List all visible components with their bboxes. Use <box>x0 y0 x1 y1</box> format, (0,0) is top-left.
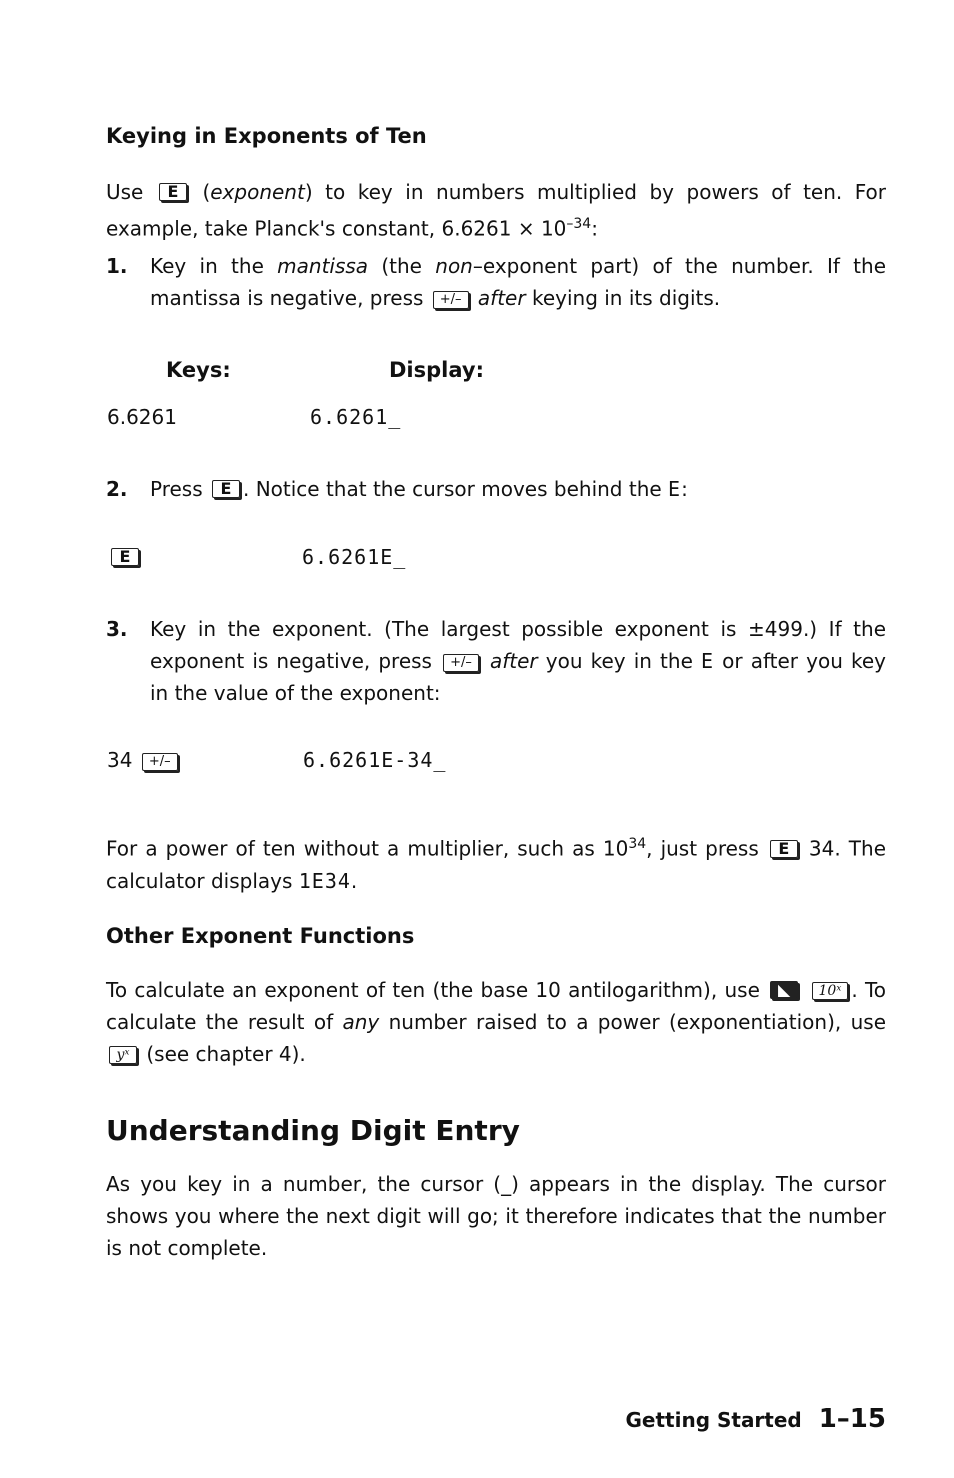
page-footer <box>626 1404 887 1434</box>
intro-text-b: ( <box>202 180 211 204</box>
step-text: . Notice that the cursor moves behind the <box>243 477 669 501</box>
para-text: 34. The calculator displays <box>106 836 886 893</box>
keys-column-header: Keys: <box>166 358 231 382</box>
step-number: 1. <box>106 254 128 278</box>
step-number: 3. <box>106 617 128 641</box>
display-cell: 6.6261_ <box>310 405 402 429</box>
step-text: Key in the exponent. (The largest possible exponent is ±499.) If the exponent is negative, press <box>150 617 886 673</box>
e-key-icon: E <box>212 480 240 498</box>
step-emphasis: after <box>489 649 538 673</box>
para-superscript: 34 <box>628 836 647 852</box>
e-key-icon: E <box>770 840 798 858</box>
step-text: –exponent part) of the number. If the mantissa is negative, press <box>150 254 887 310</box>
step-text: Press <box>150 477 203 501</box>
step-text: Key in the <box>150 254 278 278</box>
keys-cell: 6.6261 <box>107 405 177 429</box>
para-emphasis: any <box>342 1010 380 1034</box>
display-column-header: Display: <box>389 358 484 382</box>
section-heading-digit-entry: Understanding Digit Entry <box>106 1114 520 1147</box>
display-cell: 6.6261E_ <box>302 545 407 569</box>
para-text: . <box>350 868 358 893</box>
keys-cell <box>107 545 142 569</box>
step-2 <box>106 473 886 505</box>
page-number: 1–15 <box>818 1404 886 1434</box>
other-exponent-paragraph <box>106 974 886 1070</box>
para-text: To calculate an exponent of ten (the base 10 antilogarithm), use <box>106 978 760 1002</box>
step-1 <box>106 250 886 314</box>
intro-superscript: –34 <box>566 216 592 232</box>
intro-text-c: ) to key in numbers multiplied by powers of ten. For example, take Planck's constant, 6.6261 × 10 <box>106 180 887 241</box>
lcd-glyph: 1E34 <box>298 868 351 893</box>
digit-entry-paragraph: As you key in a number, the cursor (_) appears in the display. The cursor shows you where the next digit will go; it therefore indicates that the number is not complete. <box>106 1172 886 1260</box>
para-text: (see chapter 4). <box>146 1042 306 1066</box>
step-text: : <box>681 477 688 501</box>
step-text: you key in the <box>537 649 701 673</box>
change-sign-key-icon: +/– <box>443 654 479 672</box>
step-3 <box>106 613 886 709</box>
keys-cell <box>107 748 181 772</box>
step-text: or after you key in the value of the exponent: <box>150 649 887 705</box>
section-heading-other-exponent: Other Exponent Functions <box>106 924 415 948</box>
step-emphasis: after <box>477 286 526 310</box>
para-text: number raised to a power (exponentiation), use <box>379 1010 886 1034</box>
change-sign-key-icon: +/– <box>433 291 469 309</box>
step-emphasis: non <box>435 254 473 278</box>
step-text: keying in its digits. <box>525 286 721 310</box>
step-text: (the <box>368 254 436 278</box>
footer-chapter: Getting Started <box>625 1408 802 1432</box>
step-number: 2. <box>106 477 128 501</box>
lcd-glyph: E <box>668 477 682 501</box>
ten-to-x-key-icon: 10ˣ <box>812 982 849 1000</box>
e-key-icon: E <box>159 183 187 201</box>
e-key-icon: E <box>111 548 139 566</box>
y-to-x-key-icon: yˣ <box>109 1046 137 1064</box>
intro-paragraph <box>106 176 886 245</box>
lcd-glyph: E <box>701 649 715 673</box>
intro-text-d: : <box>591 216 598 241</box>
left-shift-key-icon: ◣ <box>770 981 798 999</box>
para-text: For a power of ten without a multiplier, such as 10 <box>106 836 629 861</box>
section-heading-exponents: Keying in Exponents of Ten <box>106 124 427 148</box>
para-text: . To calculate the result of <box>106 978 887 1034</box>
para-text: , just press <box>646 836 759 861</box>
change-sign-key-icon: +/– <box>142 753 178 771</box>
display-cell: 6.6261E-34_ <box>303 748 447 772</box>
intro-emphasis: exponent <box>210 180 305 204</box>
step-emphasis: mantissa <box>277 254 369 278</box>
power-of-ten-paragraph <box>106 828 886 897</box>
intro-text-a: Use <box>106 180 144 204</box>
keys-cell-text: 34 <box>107 748 133 772</box>
